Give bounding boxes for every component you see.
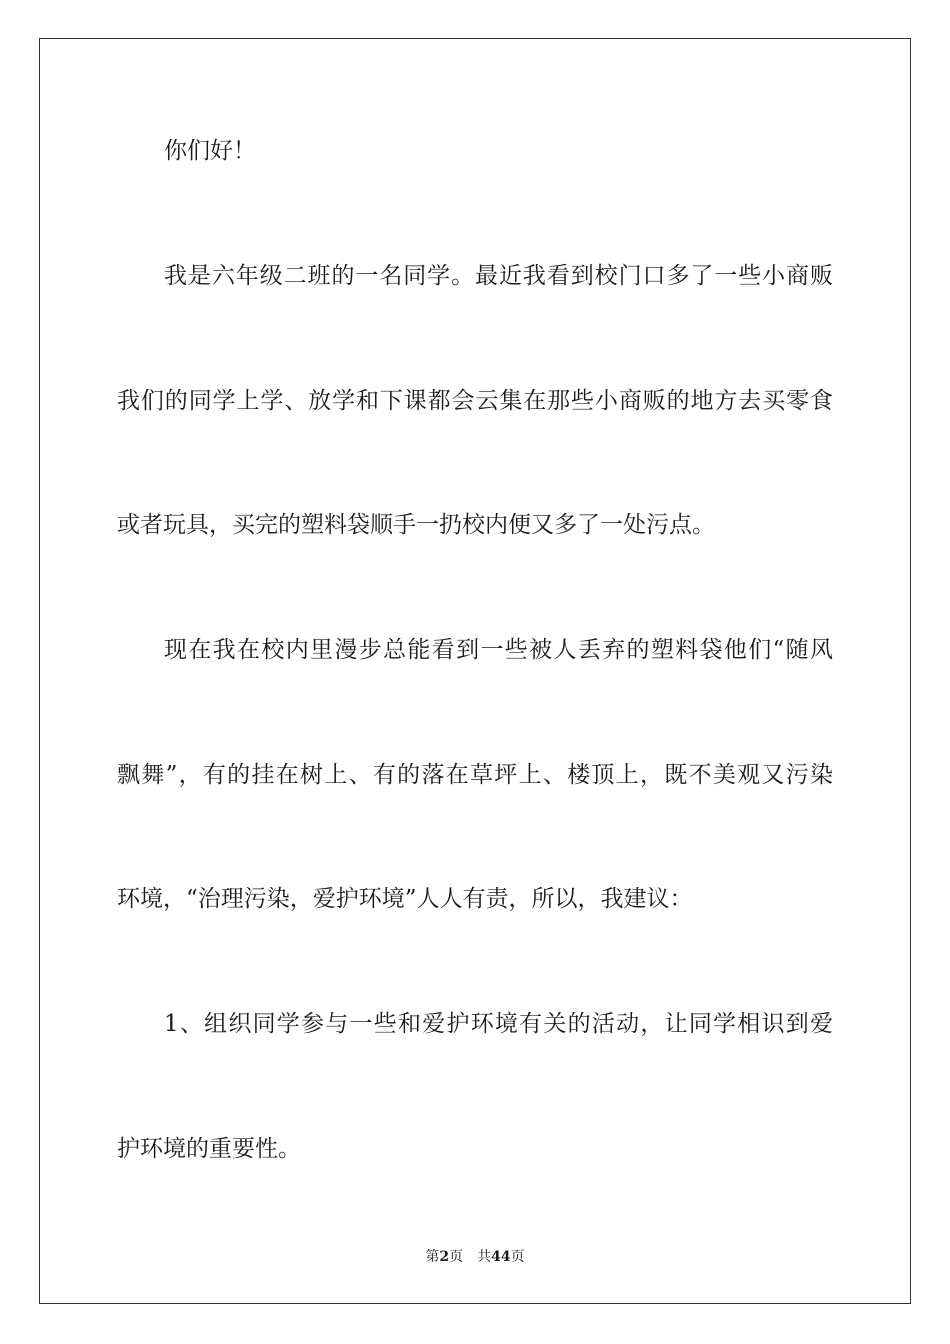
page-footer: [0, 1248, 950, 1266]
paragraph-2-line-1: 现在我在校内里漫步总能看到一些被人丢弃的塑料袋他们“随风: [164, 637, 833, 663]
total-prefix: 共: [477, 1249, 492, 1265]
page-number: 2: [439, 1249, 450, 1265]
suggestion-1-line-1: 1、组织同学参与一些和爱护环境有关的活动，让同学相识到爱: [164, 1011, 833, 1037]
page-border: [39, 38, 911, 1304]
paragraph-2-line-2: 飘舞”，有的挂在树上、有的落在草坪上、楼顶上，既不美观又污染: [117, 762, 833, 788]
paragraph-1-line-2: 我们的同学上学、放学和下课都会云集在那些小商贩的地方去买零食: [117, 388, 833, 414]
suggestion-1-line-2: 护环境的重要性。: [117, 1136, 301, 1162]
total-suffix: 页: [510, 1249, 525, 1265]
paragraph-2-line-3: 环境，“治理污染，爱护环境”人人有责，所以，我建议：: [117, 886, 693, 912]
paragraph-1-line-1: 我是六年级二班的一名同学。最近我看到校门口多了一些小商贩: [164, 263, 833, 289]
page-suffix: 页: [449, 1249, 464, 1265]
paragraph-1-line-3: 或者玩具，买完的塑料袋顺手一扔校内便又多了一处污点。: [117, 512, 715, 538]
greeting-line: 你们好！: [164, 138, 256, 164]
total-pages: 44: [491, 1249, 511, 1265]
page-prefix: 第: [425, 1249, 440, 1265]
